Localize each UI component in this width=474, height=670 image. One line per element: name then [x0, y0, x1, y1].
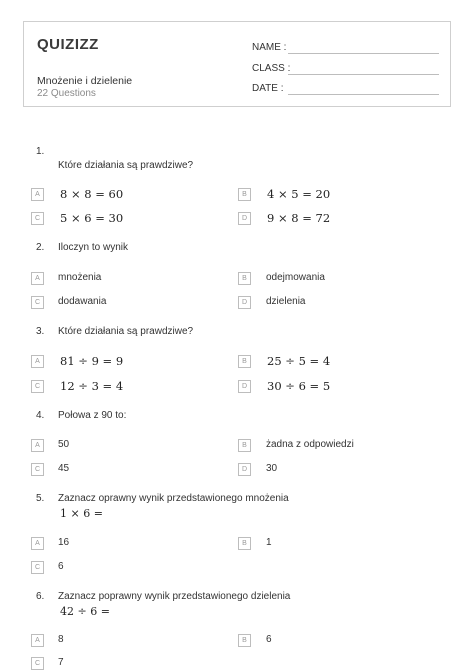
name-label: NAME :: [252, 42, 287, 53]
option-text[interactable]: 45: [58, 463, 70, 474]
option-text[interactable]: 6: [58, 561, 64, 572]
option-letter[interactable]: A: [31, 439, 44, 452]
option-text[interactable]: 8: [58, 634, 64, 645]
option-letter[interactable]: B: [238, 272, 251, 285]
worksheet-header: [23, 21, 451, 107]
quizizz-logo: QUIZIZZ: [37, 36, 99, 53]
option-text[interactable]: 16: [58, 537, 70, 548]
option-letter[interactable]: C: [31, 561, 44, 574]
option-letter[interactable]: A: [31, 355, 44, 368]
question-text: Zaznacz oprawny wynik przedstawionego mnożenia: [58, 493, 289, 504]
question-expression: 42 ÷ 6 =: [60, 605, 110, 618]
option-letter[interactable]: D: [238, 380, 251, 393]
option-letter[interactable]: D: [238, 463, 251, 476]
option-text[interactable]: 8 × 8 = 60: [60, 187, 124, 201]
question-text: Połowa z 90 to:: [58, 410, 127, 421]
option-text[interactable]: 30: [266, 463, 278, 474]
question-count: 22 Questions: [37, 88, 96, 99]
option-letter[interactable]: C: [31, 212, 44, 225]
option-text[interactable]: 5 × 6 = 30: [60, 211, 124, 225]
option-letter[interactable]: B: [238, 634, 251, 647]
question-number: 1.: [36, 146, 45, 157]
option-text[interactable]: dzielenia: [266, 296, 306, 307]
question-number: 5.: [36, 493, 45, 504]
question-number: 2.: [36, 242, 45, 253]
class-line: [288, 74, 439, 75]
question-text: Które działania są prawdziwe?: [58, 326, 194, 337]
option-letter[interactable]: A: [31, 537, 44, 550]
option-text[interactable]: 25 ÷ 5 = 4: [267, 354, 331, 368]
question-text: Iloczyn to wynik: [58, 242, 129, 253]
date-label: DATE :: [252, 83, 284, 94]
option-text[interactable]: mnożenia: [58, 272, 102, 283]
option-letter[interactable]: C: [31, 657, 44, 670]
option-letter[interactable]: B: [238, 537, 251, 550]
option-text[interactable]: 81 ÷ 9 = 9: [60, 354, 124, 368]
class-label: CLASS :: [252, 63, 291, 74]
option-letter[interactable]: D: [238, 296, 251, 309]
option-text[interactable]: 30 ÷ 6 = 5: [267, 379, 331, 393]
option-text[interactable]: żadna z odpowiedzi: [266, 439, 354, 450]
name-line: [288, 53, 439, 54]
date-line: [288, 94, 439, 95]
option-text[interactable]: 12 ÷ 3 = 4: [60, 379, 124, 393]
question-text: Które działania są prawdziwe?: [58, 160, 194, 171]
option-text[interactable]: 50: [58, 439, 70, 450]
option-letter[interactable]: A: [31, 272, 44, 285]
question-number: 6.: [36, 591, 45, 602]
option-letter[interactable]: A: [31, 188, 44, 201]
option-text[interactable]: 4 × 5 = 20: [267, 187, 331, 201]
option-text[interactable]: odejmowania: [266, 272, 325, 283]
option-letter[interactable]: C: [31, 463, 44, 476]
option-text[interactable]: 6: [266, 634, 272, 645]
option-letter[interactable]: C: [31, 296, 44, 309]
option-text[interactable]: 9 × 8 = 72: [267, 211, 331, 225]
question-number: 4.: [36, 410, 45, 421]
option-text[interactable]: 1: [266, 537, 272, 548]
option-letter[interactable]: A: [31, 634, 44, 647]
option-letter[interactable]: B: [238, 355, 251, 368]
option-text[interactable]: dodawania: [58, 296, 107, 307]
option-text[interactable]: 7: [58, 657, 64, 668]
question-text: Zaznacz poprawny wynik przedstawionego dzielenia: [58, 591, 291, 602]
worksheet-title: Mnożenie i dzielenie: [37, 75, 133, 87]
option-letter[interactable]: B: [238, 439, 251, 452]
option-letter[interactable]: D: [238, 212, 251, 225]
option-letter[interactable]: B: [238, 188, 251, 201]
option-letter[interactable]: C: [31, 380, 44, 393]
question-number: 3.: [36, 326, 45, 337]
question-expression: 1 × 6 =: [60, 507, 103, 520]
